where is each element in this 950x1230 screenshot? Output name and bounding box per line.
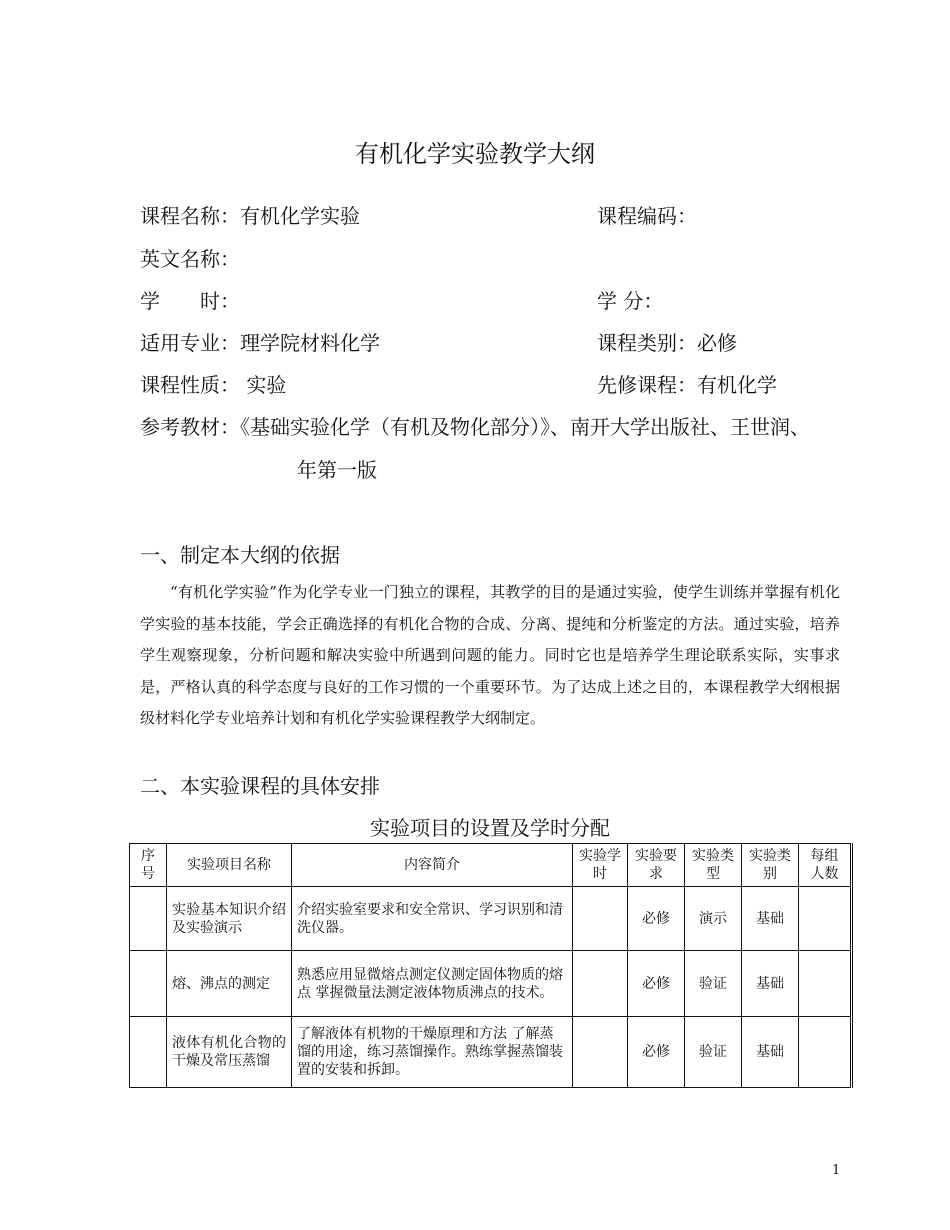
cell-requirement: 必修 <box>628 951 685 1017</box>
header-category: 实验类别 <box>742 844 799 887</box>
hours-label: 学 时： <box>140 289 240 313</box>
course-code: 课程编码： <box>597 204 697 228</box>
cell-content: 介绍实验室要求和安全常识、学习识别和清洗仪器。 <box>292 887 573 951</box>
cell-category: 基础 <box>742 1017 799 1088</box>
cell-no <box>130 951 167 1017</box>
english-name: 英文名称： <box>140 247 240 271</box>
table-row <box>130 951 852 1017</box>
cell-requirement: 必修 <box>628 1017 685 1088</box>
experiment-table <box>129 843 853 1088</box>
table-row <box>130 1017 852 1088</box>
table-row <box>130 887 852 951</box>
cell-content: 了解液体有机物的干燥原理和方法 了解蒸馏的用途，练习蒸馏操作。熟练掌握蒸馏装置的安装和拆卸。 <box>292 1017 573 1088</box>
table-caption: 实验项目的设置及学时分配 <box>370 816 610 840</box>
header-requirement: 实验要求 <box>628 844 685 887</box>
section1-heading: 一、制定本大纲的依据 <box>140 543 340 567</box>
reference-textbook: 参考教材：《基础实验化学（有机及物化部分）》、南开大学出版社、王世润、 <box>140 415 810 439</box>
cell-hours <box>573 951 628 1017</box>
page-number: 1 <box>832 1163 841 1178</box>
cell-group-size <box>799 1017 852 1088</box>
cell-type: 验证 <box>685 1017 742 1088</box>
header-group-size: 每组人数 <box>799 844 852 887</box>
cell-requirement: 必修 <box>628 887 685 951</box>
page-title: 有机化学实验教学大纲 <box>355 140 595 168</box>
header-content: 内容简介 <box>292 844 573 887</box>
prerequisite: 先修课程：有机化学 <box>597 373 777 397</box>
section1-paragraph: “有机化学实验”作为化学专业一门独立的课程，其教学的目的是通过实验，使学生训练并掌握有机化学实验的基本技能，学会正确选择的有机化合物的合成、分离、提纯和分析鉴定的方法。通过实验，培养学生观察现象，分析问题和解决实验中所遇到问题的能力。同时它也是培养学生理论联系实际，实事求是，严格认真的科学态度与良好的工作习惯的一个重要环节。为了达成上述之目的，本课程教学大纲根据 级材料化学专业培养计划和有机化学实验课程教学大纲制定。 <box>140 583 871 727</box>
course-category: 课程类别：必修 <box>597 331 737 355</box>
cell-type: 演示 <box>685 887 742 951</box>
cell-category: 基础 <box>742 951 799 1017</box>
header-type: 实验类型 <box>685 844 742 887</box>
cell-name: 实验基本知识介绍及实验演示 <box>167 887 292 951</box>
cell-group-size <box>799 887 852 951</box>
applicable-major: 适用专业：理学院材料化学 <box>140 331 380 355</box>
table-header-row <box>130 844 852 887</box>
cell-content: 熟悉应用显微熔点测定仪测定固体物质的熔点 掌握微量法测定液体物质沸点的技术。 <box>292 951 573 1017</box>
reference-textbook-cont: 年第一版 <box>297 458 377 482</box>
course-nature: 课程性质： 实验 <box>140 373 287 397</box>
section2-heading: 二、本实验课程的具体安排 <box>140 774 380 798</box>
cell-name: 熔、沸点的测定 <box>167 951 292 1017</box>
header-name: 实验项目名称 <box>167 844 292 887</box>
course-name: 课程名称：有机化学实验 <box>140 204 360 228</box>
cell-hours <box>573 1017 628 1088</box>
cell-type: 验证 <box>685 951 742 1017</box>
cell-category: 基础 <box>742 887 799 951</box>
cell-hours <box>573 887 628 951</box>
header-no: 序号 <box>130 844 167 887</box>
cell-name: 液体有机化合物的干燥及常压蒸馏 <box>167 1017 292 1088</box>
cell-no <box>130 887 167 951</box>
credits-label: 学 分： <box>597 289 664 313</box>
cell-group-size <box>799 951 852 1017</box>
cell-no <box>130 1017 167 1088</box>
header-hours: 实验学时 <box>573 844 628 887</box>
